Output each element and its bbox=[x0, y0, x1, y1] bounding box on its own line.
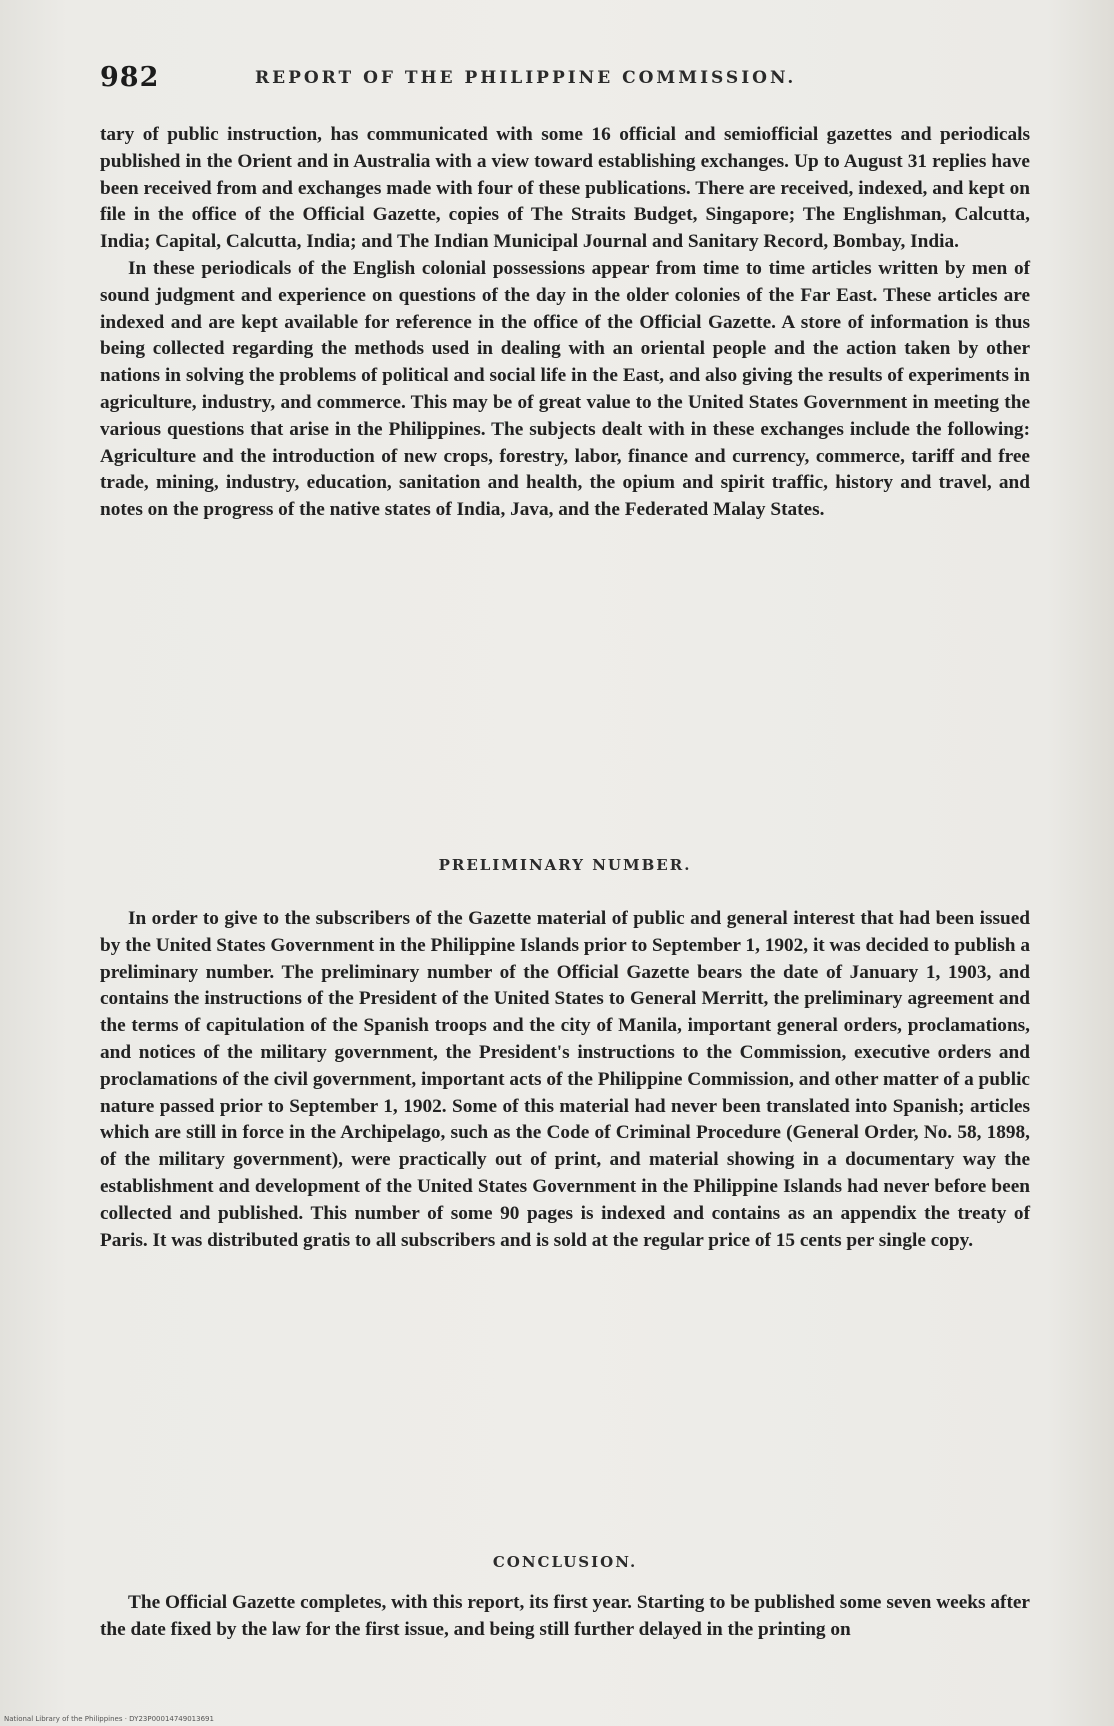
running-title: REPORT OF THE PHILIPPINE COMMISSION. bbox=[255, 68, 797, 88]
heading-conclusion: CONCLUSION. bbox=[492, 1553, 638, 1571]
section-conclusion bbox=[100, 1553, 1030, 1571]
paragraph-exchanges: tary of public instruction, has communicated with some 16 official and semiofficial gazettes and periodicals published in the Orient and in Australia with a view toward establishing exchanges. Up to August 31 replies have been received from and exchanges made with four of these publications. There are received, indexed, and kept on file in the office of the Official Gazette, copies of The Straits Budget, Singapore; The Englishman, Calcutta, India; Capital, Calcutta, India; and The Indian Municipal Journal and Sanitary Record, Bombay, India. bbox=[100, 124, 1030, 253]
page-header bbox=[100, 62, 1025, 102]
section-exchanges bbox=[100, 122, 1030, 524]
paragraph-conclusion: The Official Gazette completes, with this report, its first year. Starting to be published some seven weeks after the date fixed by the law for the first issue, and being still further delayed in the printing on bbox=[100, 1592, 1030, 1640]
section-conclusion-body bbox=[100, 1590, 1030, 1644]
paragraph-preliminary-number: In order to give to the subscribers of the Gazette material of public and general interest that had been issued by the United States Government in the Philippine Islands prior to September 1, 1902, it was decided to publish a preliminary number. The preliminary number of the Official Gazette bears the date of January 1, 1903, and contains the instructions of the President of the United States to General Merritt, the preliminary agreement and the terms of capitulation of the Spanish troops and the city of Manila, important general orders, proclamations, and notices of the military government, the President's instructions to the Commission, executive orders and proclamations of the civil government, important acts of the Philippine Commission, and other matter of a public nature passed prior to September 1, 1902. Some of this material had never been translated into Spanish; articles which are still in force in the Archipelago, such as the Code of Criminal Procedure (General Order, No. 58, 1898, of the military government), were practically out of print, and material showing in a documentary way the establishment and development of the United States Government in the Philippine Islands had never before been collected and published. This number of some 90 pages is indexed and contains as an appendix the treaty of Paris. It was distributed gratis to all subscribers and is sold at the regular price of 15 cents per single copy. bbox=[100, 908, 1030, 1251]
paragraph-colonial-periodicals: In these periodicals of the English colonial possessions appear from time to time articles written by men of sound judgment and experience on questions of the day in the older colonies of the Far East. These articles are indexed and are kept available for reference in the office of the Official Gazette. A store of information is thus being collected regarding the methods used in dealing with an oriental people and the action taken by other nations in solving the problems of political and social life in the East, and also giving the results of experiments in agriculture, industry, and commerce. This may be of great value to the United States Government in meeting the various questions that arise in the Philippines. The subjects dealt with in these exchanges include the following: Agriculture and the introduction of new crops, forestry, labor, finance and currency, commerce, tariff and free trade, mining, industry, education, sanitation and health, the opium and spirit traffic, history and travel, and notes on the progress of the native states of India, Java, and the Federated Malay States. bbox=[100, 257, 1030, 521]
section-preliminary bbox=[100, 856, 1030, 874]
section-preliminary-body bbox=[100, 906, 1030, 1254]
heading-preliminary-number: PRELIMINARY NUMBER. bbox=[438, 856, 692, 874]
page-number: 982 bbox=[100, 62, 160, 93]
library-credit: National Library of the Philippines · DY23P00014749013691 bbox=[4, 1715, 214, 1723]
